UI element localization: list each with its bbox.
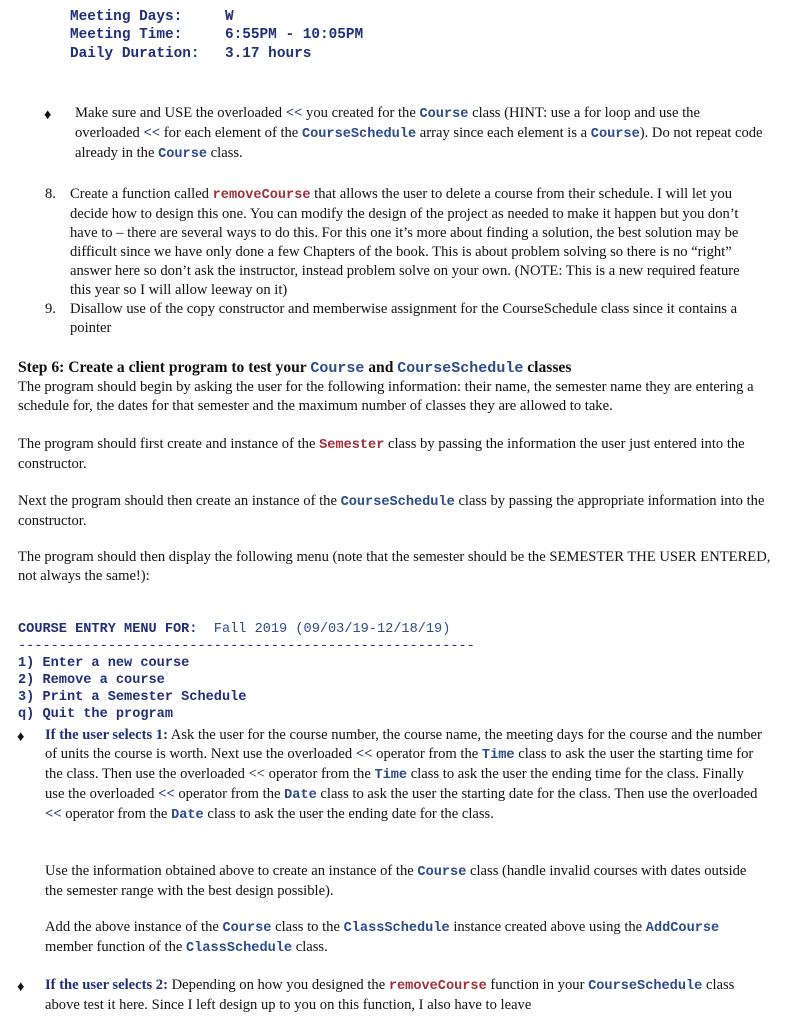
meeting-info	[70, 8, 363, 63]
bullet-paragraph: Make sure and USE the overloaded << you created for the Course class (HINT: use a for loop and use the overloaded << for each element of the CourseSchedule array since each element is a Course). Do not repeat code already in the Course class.	[75, 105, 763, 162]
menu-code-block	[18, 604, 475, 740]
item-9-paragraph: Disallow use of the copy constructor and memberwise assignment for the CourseSchedule class since it contains a pointer	[70, 301, 738, 336]
meeting-row: Daily Duration: 3.17 hours	[70, 45, 312, 62]
meeting-row: Meeting Days: W	[70, 9, 234, 25]
select-2-paragraph: If the user selects 2: Depending on how you designed the removeCourse function in your CourseSchedule class above test it here. Since I left design up to you on this function, I also have to leave	[45, 977, 735, 1013]
select-1-paragraph: If the user selects 1: Ask the user for the course number, the course name, the meeting days for the course and the number of units the course is worth. Next use the overloaded << operator from the Time class to ask the user the starting time for the class. Then use the overloaded << operator from the Time class to ask the user the ending time for the class. Finally use the overloaded << operator from the Date class to ask the user the starting date for the class. Then use the overloaded << operator from the Date class to ask the user the ending date for the class.	[45, 727, 762, 823]
meeting-row: Meeting Time: 6:55PM - 10:05PM	[70, 27, 364, 44]
select-1-create-paragraph: Use the information obtained above to create an instance of the Course class (handle invalid courses with dates outside the semester range with the best design possible).	[45, 863, 747, 899]
item-number: 9.	[45, 301, 56, 317]
bullet-icon: ♦	[17, 979, 25, 995]
bullet-icon: ♦	[17, 729, 25, 745]
menu-option: 1) Enter a new course	[18, 656, 190, 671]
item-8-paragraph: Create a function called removeCourse that allows the user to delete a course from their schedule. I will let you decide how to design this one. You can modify the design of the project as needed to make it happen but you don’t have to – there are several ways to do this. For this one it’s more about finding a solution, the best solution may be difficult since we have only done a few Chapters of the book. This is about problem solving so there is no “right” answer here so don’t ask the instructor, instead problem solve on your own. (NOTE: This is a new required feature this year so I will allow leeway on it)	[70, 186, 740, 298]
step-6-menu-paragraph: The program should then display the following menu (note that the semester should be the SEMESTER THE USER ENTERED, not always the same!):	[18, 549, 771, 584]
menu-option: 2) Remove a course	[18, 673, 165, 688]
menu-option: 3) Print a Semester Schedule	[18, 690, 247, 705]
menu-option: q) Quit the program	[18, 707, 173, 722]
menu-title-line: COURSE ENTRY MENU FOR: Fall 2019 (09/03/19-12/18/19)	[18, 622, 451, 637]
menu-rule: --------------------------------------------------------	[18, 639, 475, 654]
step-6-intro: The program should begin by asking the user for the following information: their name, the semester name they are entering a schedule for, the dates for that semester and the maximum number of classes they are allowed to take.	[18, 379, 754, 414]
step-6-semester-paragraph: The program should first create and instance of the Semester class by passing the information the user just entered into the constructor.	[18, 436, 745, 472]
item-number: 8.	[45, 186, 56, 202]
bullet-icon: ♦	[44, 107, 52, 123]
select-1-add-paragraph: Add the above instance of the Course class to the ClassSchedule instance created above using the AddCourse member function of the ClassSchedule class.	[45, 919, 720, 956]
step-6-schedule-paragraph: Next the program should then create an instance of the CourseSchedule class by passing the appropriate information into the constructor.	[18, 493, 765, 529]
step-6-heading: Step 6: Create a client program to test your Course and CourseSchedule classes	[18, 359, 572, 377]
